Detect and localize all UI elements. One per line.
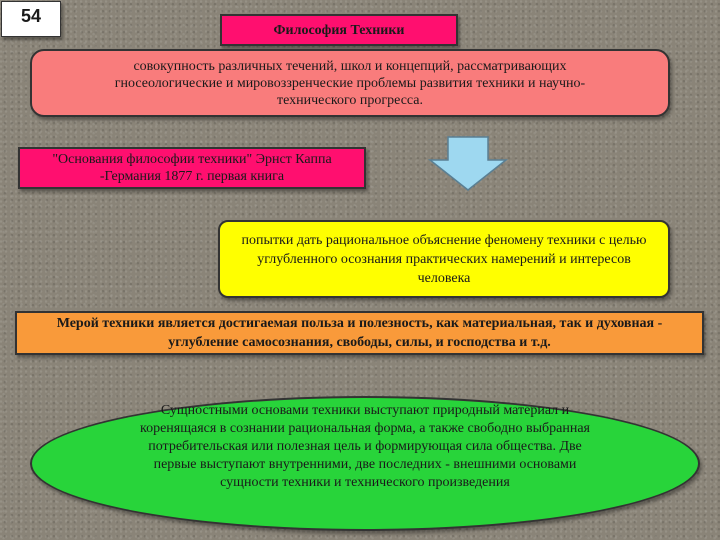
slide-title: Философия Техники xyxy=(220,14,458,46)
founder-box xyxy=(18,147,366,189)
attempts-box xyxy=(218,220,670,298)
definition-text: совокупность различных течений, школ и концепций, рассматривающих гносеологические и мировоззренческие проблемы развития техники и научно-технического прогресса. xyxy=(114,58,586,108)
measure-text: Мерой техники является достигаемая польза и полезность, как материальная, так и духовная - углубление самосознания, свободы, силы, и господства и т.д. xyxy=(56,316,663,350)
down-arrow-icon xyxy=(428,136,508,192)
definition-box xyxy=(30,49,670,117)
measure-box xyxy=(15,311,704,355)
essence-text: Сущностными основами техники выступают природный материал и коренящаяся в сознании рациональная форма, а также свободно выбранная потребительская или полезная цель и формирующая сила общества. Две первые выступают внутренними, две последних - внешними основами сущности техники и технического произведения xyxy=(139,403,591,490)
founder-text: "Основания философии техники" Эрнст Каппа -Германия 1877 г. первая книга xyxy=(52,152,332,184)
slide-number: 54 xyxy=(1,1,61,37)
attempts-text: попытки дать рациональное объяснение феномену техники с целью углубленного осознания практических намерений и интересов человека xyxy=(241,232,647,286)
